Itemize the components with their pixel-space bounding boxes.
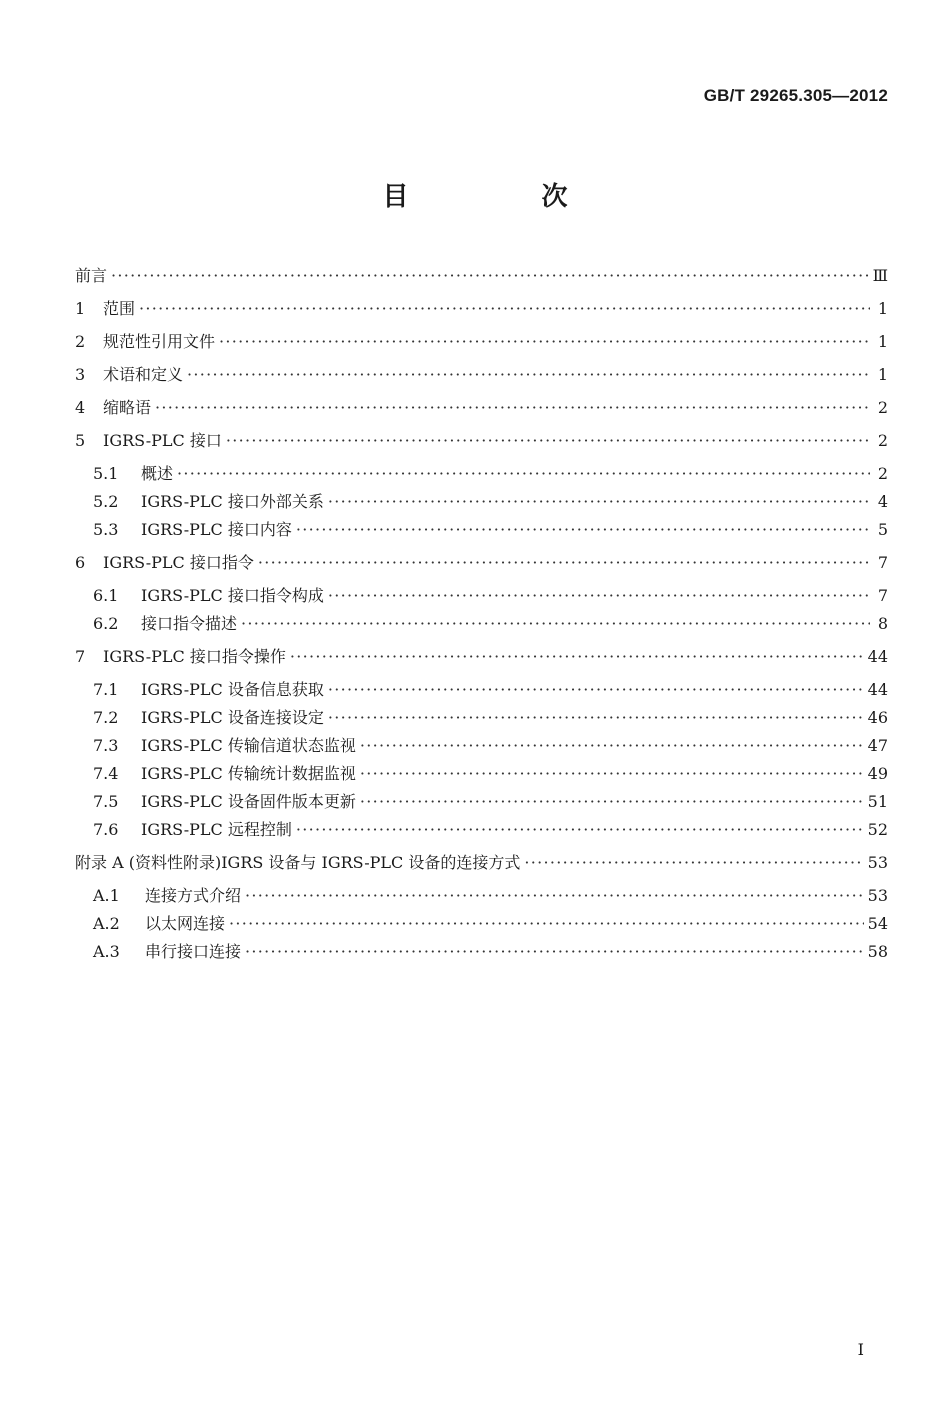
toc-entry-2[interactable]	[75, 332, 888, 352]
toc-entry-number: 5.3	[93, 520, 119, 539]
toc-entry-number: 6.2	[93, 614, 119, 633]
toc-entry-page: Ⅲ	[872, 266, 888, 285]
toc-entry-number: 2	[75, 332, 86, 351]
toc-entry-5-1[interactable]	[93, 464, 888, 484]
toc-entry-number: A.2	[93, 914, 120, 933]
toc-entry-page: 2	[877, 464, 888, 483]
toc-entry-text: 以太网连接	[145, 914, 226, 933]
toc-entry-page: 44	[867, 647, 888, 666]
toc-entry-number: 5.1	[93, 464, 119, 483]
toc-entry-page: 52	[867, 820, 888, 839]
toc-entry-text: IGRS-PLC 接口内容	[141, 520, 292, 539]
toc-entry-text: IGRS-PLC 设备信息获取	[141, 680, 324, 699]
toc-entry-number: 5	[75, 431, 86, 450]
dot-leader	[245, 886, 864, 906]
toc-entry-number: 4	[75, 398, 86, 417]
toc-entry-a-1[interactable]	[93, 886, 888, 906]
toc-entry-page: 51	[867, 792, 888, 811]
toc-entry-text: IGRS-PLC 远程控制	[141, 820, 292, 839]
toc-entry-preface[interactable]	[75, 266, 888, 286]
toc-entry-text: 附录 A (资料性附录)IGRS 设备与 IGRS-PLC 设备的连接方式	[75, 853, 521, 872]
page-number: I	[857, 1340, 864, 1359]
toc-entry-page: 47	[867, 736, 888, 755]
toc-entry-text: IGRS-PLC 接口指令构成	[141, 586, 324, 605]
toc-entry-7-2[interactable]	[93, 708, 888, 728]
toc-entry-number: 6.1	[93, 586, 119, 605]
toc-entry-text: 串行接口连接	[145, 942, 242, 961]
dot-leader	[296, 520, 870, 540]
dot-leader	[360, 736, 864, 756]
toc-entry-number: 6	[75, 553, 86, 572]
toc-entry-6[interactable]	[75, 553, 888, 573]
toc-entry-number: 7.5	[93, 792, 119, 811]
toc-entry-7-3[interactable]	[93, 736, 888, 756]
toc-entry-page: 7	[877, 586, 888, 605]
dot-leader	[241, 614, 870, 634]
toc-entry-text: 概述	[141, 464, 174, 483]
toc-entry-text: 规范性引用文件	[103, 332, 216, 351]
toc-entry-number: 7.6	[93, 820, 119, 839]
toc-entry-page: 53	[867, 886, 888, 905]
dot-leader	[360, 792, 864, 812]
dot-leader	[328, 492, 870, 512]
toc-entry-text: IGRS-PLC 传输信道状态监视	[141, 736, 356, 755]
toc-entry-number: 7.1	[93, 680, 119, 699]
toc-entry-number: 7.3	[93, 736, 119, 755]
standard-code: GB/T 29265.305—2012	[703, 86, 888, 105]
toc-entry-7-5[interactable]	[93, 792, 888, 812]
toc-entry-5-2[interactable]	[93, 492, 888, 512]
toc-entry-number: 7.2	[93, 708, 119, 727]
toc-entry-page: 58	[867, 942, 888, 961]
toc-entry-7-6[interactable]	[93, 820, 888, 840]
toc-entry-number: 1	[75, 299, 86, 318]
toc-entry-text: IGRS-PLC 接口外部关系	[141, 492, 324, 511]
toc-entry-page: 44	[867, 680, 888, 699]
dot-leader	[219, 332, 870, 352]
toc-entry-appendix-a[interactable]	[75, 853, 888, 873]
toc-entry-5[interactable]	[75, 431, 888, 451]
dot-leader	[111, 266, 869, 286]
toc-entry-page: 1	[877, 299, 888, 318]
toc-entry-a-3[interactable]	[93, 942, 888, 962]
toc-entry-6-2[interactable]	[93, 614, 888, 634]
dot-leader	[226, 431, 870, 451]
dot-leader	[258, 553, 870, 573]
toc-entry-page: 2	[877, 431, 888, 450]
dot-leader	[229, 914, 864, 934]
dot-leader	[328, 586, 870, 606]
toc-entry-page: 46	[867, 708, 888, 727]
toc-entry-7-1[interactable]	[93, 680, 888, 700]
toc-entry-number: 3	[75, 365, 86, 384]
toc-entry-text: IGRS-PLC 接口指令操作	[103, 647, 286, 666]
toc-entry-page: 49	[867, 764, 888, 783]
dot-leader	[524, 853, 863, 873]
toc-entry-text: 范围	[103, 299, 136, 318]
toc-title: 目 次	[382, 182, 630, 212]
dot-leader	[296, 820, 864, 840]
toc-entry-1[interactable]	[75, 299, 888, 319]
dot-leader	[328, 708, 864, 728]
toc-entry-4[interactable]	[75, 398, 888, 418]
toc-entry-page: 7	[877, 553, 888, 572]
dot-leader	[155, 398, 870, 418]
dot-leader	[328, 680, 864, 700]
toc-entry-text: 前言	[75, 266, 108, 285]
dot-leader	[139, 299, 870, 319]
toc-entry-text: 接口指令描述	[141, 614, 238, 633]
toc-entry-page: 1	[877, 332, 888, 351]
toc-entry-number: 5.2	[93, 492, 119, 511]
toc-entry-6-1[interactable]	[93, 586, 888, 606]
toc-entry-page: 5	[877, 520, 888, 539]
toc-entry-page: 4	[877, 492, 888, 511]
dot-leader	[187, 365, 870, 385]
toc-entry-number: 7	[75, 647, 86, 666]
toc-entry-text: 术语和定义	[103, 365, 184, 384]
toc-entry-7-4[interactable]	[93, 764, 888, 784]
toc-entry-5-3[interactable]	[93, 520, 888, 540]
toc-entry-page: 2	[877, 398, 888, 417]
toc-entry-3[interactable]	[75, 365, 888, 385]
toc-entry-text: 缩略语	[103, 398, 152, 417]
dot-leader	[360, 764, 864, 784]
toc-entry-page: 53	[867, 853, 888, 872]
dot-leader	[290, 647, 864, 667]
toc-entry-page: 8	[877, 614, 888, 633]
toc-entry-number: A.3	[93, 942, 120, 961]
toc-entry-page: 1	[877, 365, 888, 384]
toc-entry-number: 7.4	[93, 764, 119, 783]
toc-entry-a-2[interactable]	[93, 914, 888, 934]
toc-entry-page: 54	[867, 914, 888, 933]
dot-leader	[245, 942, 864, 962]
dot-leader	[177, 464, 870, 484]
toc-entry-text: IGRS-PLC 接口指令	[103, 553, 254, 572]
toc-entry-text: 连接方式介绍	[145, 886, 242, 905]
toc-entry-text: IGRS-PLC 设备连接设定	[141, 708, 324, 727]
toc-entry-text: IGRS-PLC 接口	[103, 431, 222, 450]
toc-entry-number: A.1	[93, 886, 120, 905]
toc-entry-text: IGRS-PLC 传输统计数据监视	[141, 764, 356, 783]
toc-entry-text: IGRS-PLC 设备固件版本更新	[141, 792, 356, 811]
toc-entry-7[interactable]	[75, 647, 888, 667]
